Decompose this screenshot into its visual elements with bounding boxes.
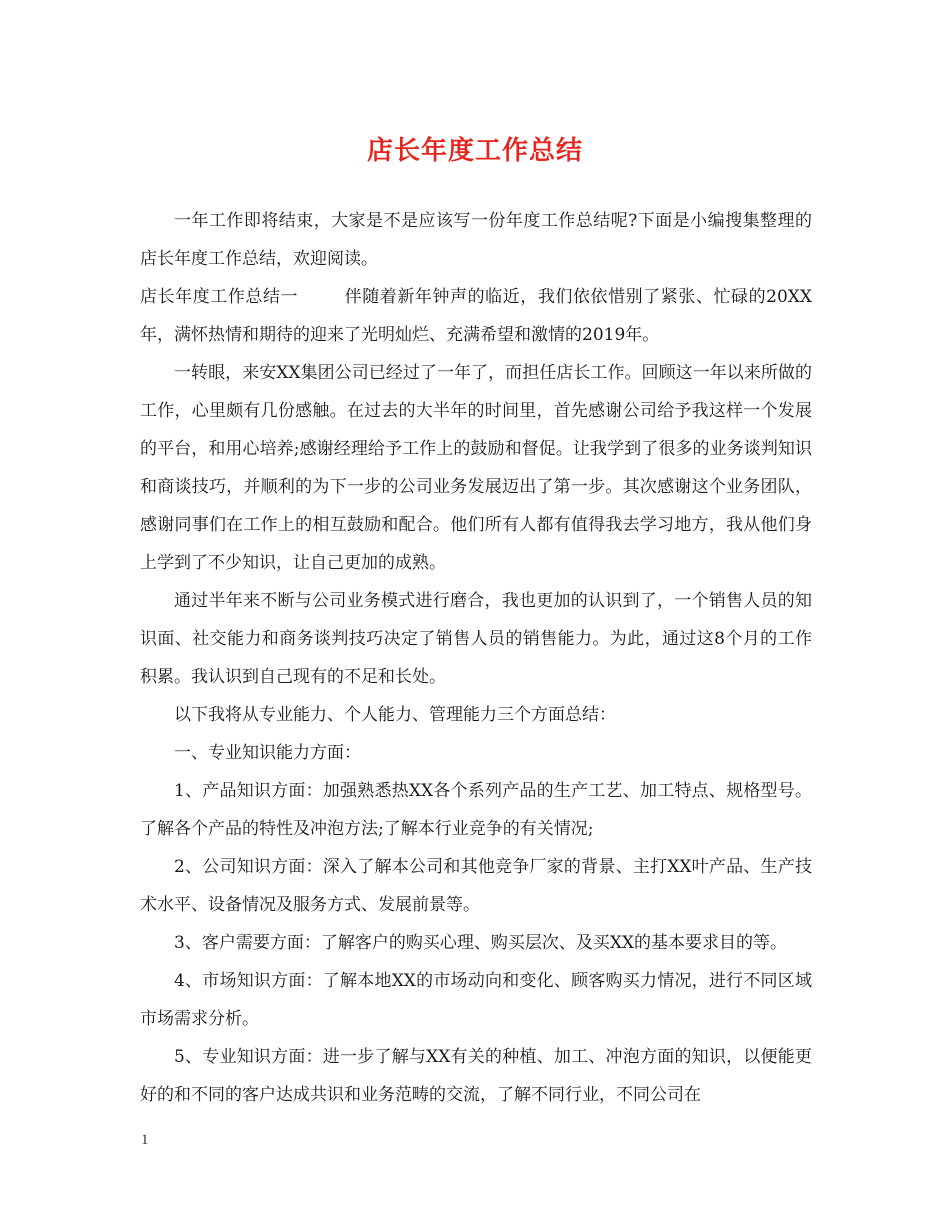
section-heading: 店长年度工作总结一 <box>140 287 299 307</box>
list-item: 5、专业知识方面：进一步了解与XX有关的种植、加工、冲泡方面的知识，以便能更好的和不同的客户达成共识和业务范畴的交流，了解不同行业，不同公司在 <box>140 1047 812 1105</box>
section-one-paragraph <box>140 278 812 354</box>
page-number: 1 <box>141 1132 149 1148</box>
document-title: 店长年度工作总结 <box>366 136 583 166</box>
body-paragraph: 通过半年来不断与公司业务模式进行磨合，我也更加的认识到了，一个销售人员的知识面、社交能力和商务谈判技巧决定了销售人员的销售能力。为此，通过这8个月的工作积累。我认识到自己现有的不足和长处。 <box>140 591 812 687</box>
document-body <box>140 202 812 1114</box>
list-heading: 一、专业知识能力方面： <box>174 743 361 763</box>
list-item: 3、客户需要方面：了解客户的购买心理、购买层次、及买XX的基本要求目的等。 <box>174 933 788 953</box>
section-opening-text: 伴随着新年钟声的临近，我们依依惜别了紧张、忙碌的20XX年，满怀热情和期待的迎来了光明灿烂、充满希望和激情的2019年。 <box>140 287 812 345</box>
list-item: 1、产品知识方面：加强熟悉热XX各个系列产品的生产工艺、加工特点、规格型号。了解各个产品的特性及冲泡方法;了解本行业竞争的有关情况; <box>140 781 812 839</box>
intro-paragraph: 一年工作即将结束，大家是不是应该写一份年度工作总结呢?下面是小编搜集整理的店长年度工作总结，欢迎阅读。 <box>140 211 812 269</box>
body-paragraph: 以下我将从专业能力、个人能力、管理能力三个方面总结： <box>174 705 616 725</box>
list-item: 4、市场知识方面：了解本地XX的市场动向和变化、顾客购买力情况，进行不同区域市场需求分析。 <box>140 971 812 1029</box>
list-item: 2、公司知识方面：深入了解本公司和其他竞争厂家的背景、主打XX叶产品、生产技术水平、设备情况及服务方式、发展前景等。 <box>140 857 812 915</box>
body-paragraph: 一转眼，来安XX集团公司已经过了一年了，而担任店长工作。回顾这一年以来所做的工作，心里颇有几份感触。在过去的大半年的时间里，首先感谢公司给予我这样一个发展的平台，和用心培养;感谢经理给予工作上的鼓励和督促。让我学到了很多的业务谈判知识和商谈技巧，并顺利的为下一步的公司业务发展迈出了第一步。其次感谢这个业务团队，感谢同事们在工作上的相互鼓励和配合。他们所有人都有值得我去学习地方，我从他们身上学到了不少知识，让自己更加的成熟。 <box>140 363 812 573</box>
